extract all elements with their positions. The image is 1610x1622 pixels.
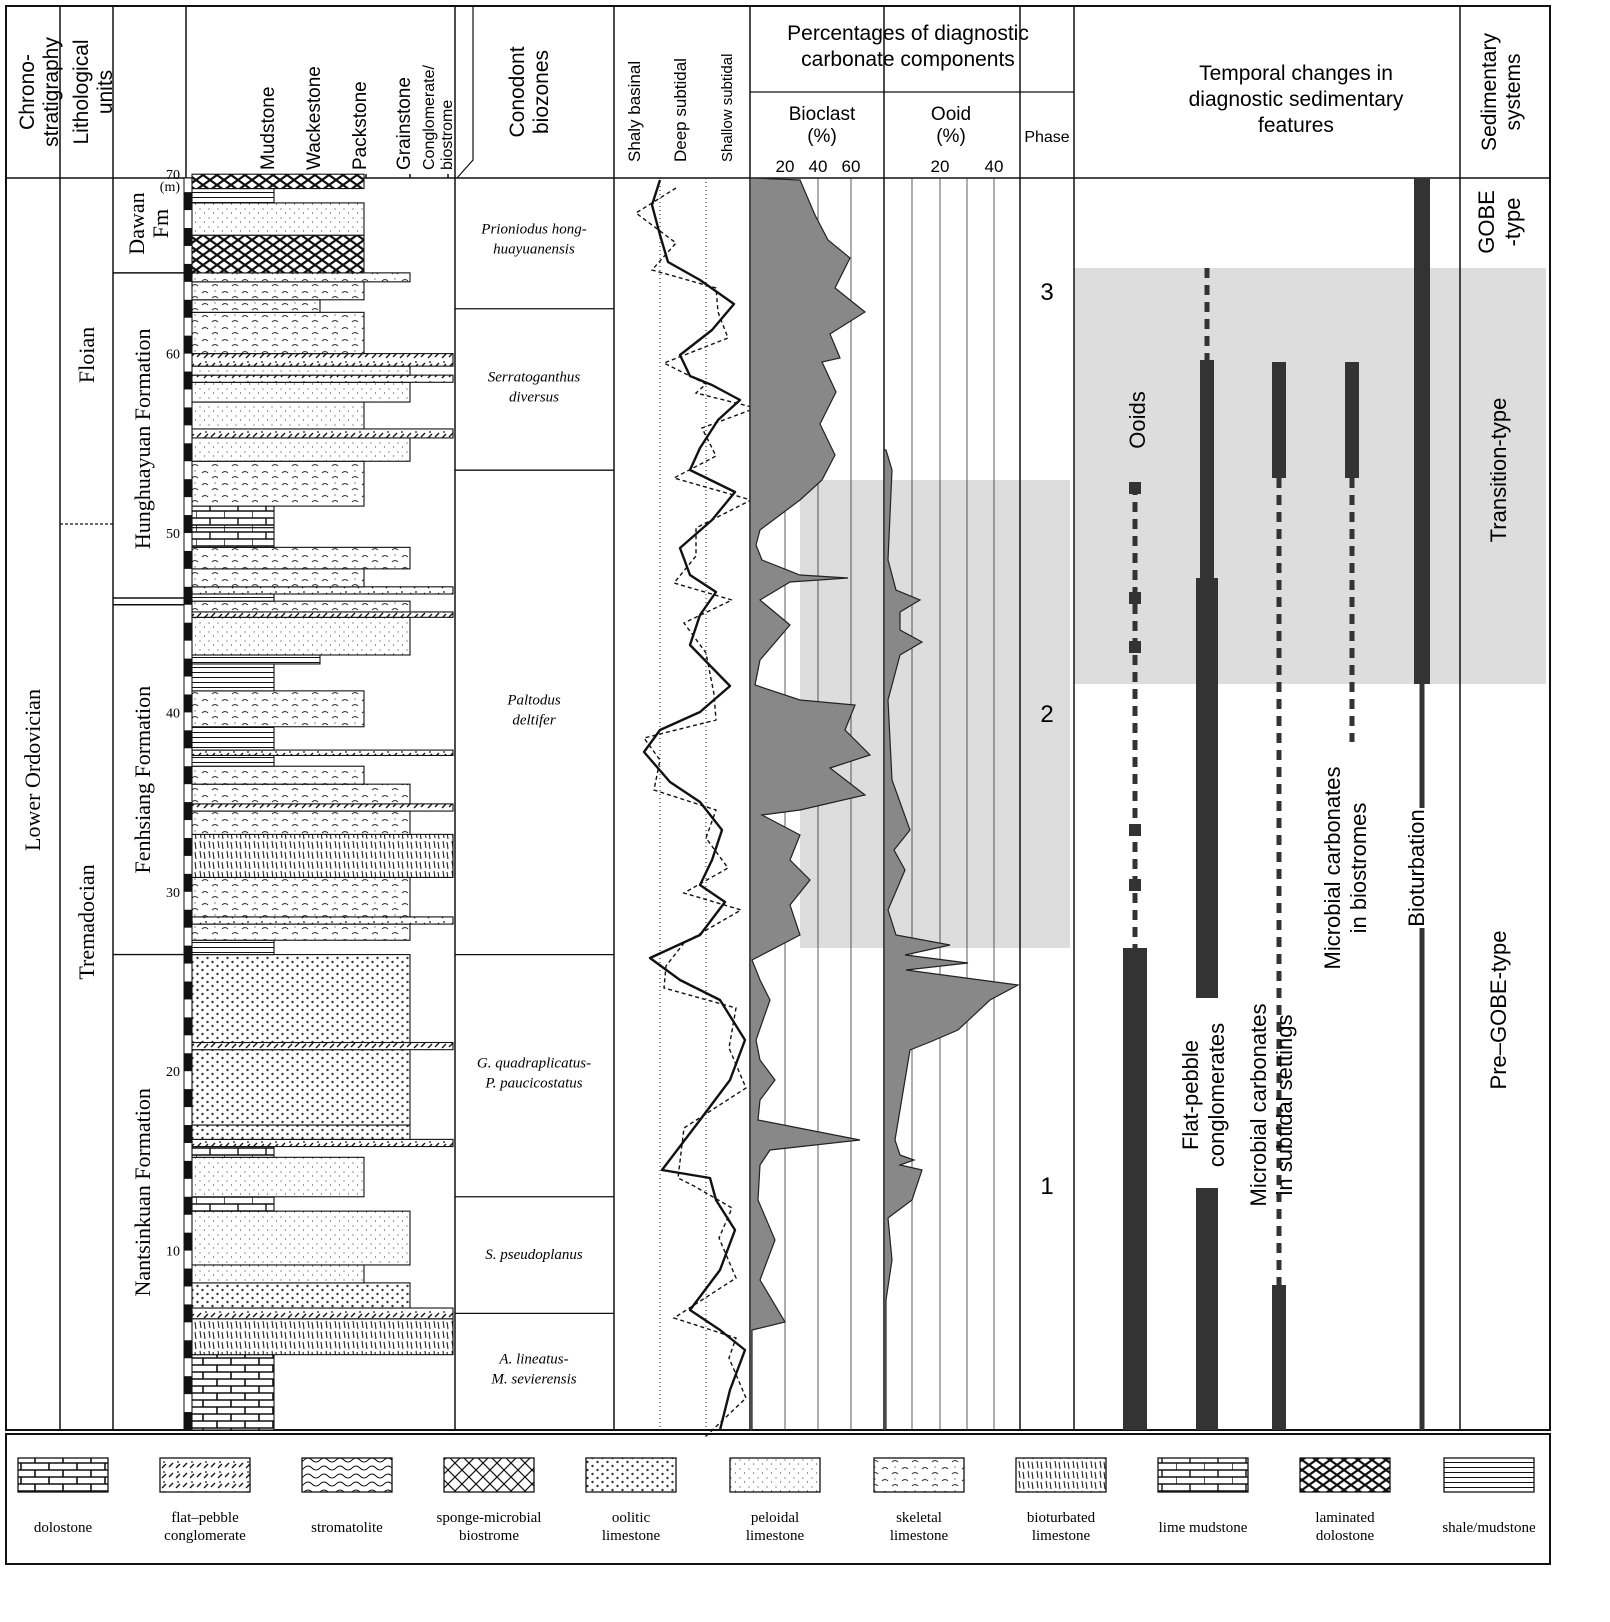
lithology-bed [192, 528, 274, 548]
legend-label: laminated dolostone [1315, 1510, 1375, 1544]
depth-scale-segment [184, 515, 192, 533]
lithology-bed [192, 1265, 364, 1283]
legend-label: stromatolite [311, 1520, 383, 1536]
texture-label: Conglomerate/biostrome [421, 65, 456, 170]
lithology-bed [192, 506, 274, 528]
env-label: Shallow subtidal [719, 53, 736, 162]
texture-label: Packstone [350, 81, 371, 170]
depth-scale-segment [184, 1233, 192, 1251]
legend-label: lime mudstone [1158, 1520, 1248, 1536]
depth-scale-segment [184, 802, 192, 820]
lithology-bed [192, 1283, 410, 1308]
texture-label: Wackestone [304, 66, 325, 170]
lithology-bed [192, 664, 274, 691]
flat-pebble-range-bar [1200, 360, 1214, 578]
lithology-bed [192, 235, 364, 273]
lithology-bed [192, 612, 453, 617]
depth-scale-segment [184, 264, 192, 282]
feature-label: Microbial carbonatesin subtidal settings [1246, 1003, 1297, 1207]
conodont-zone-name: S. pseudoplanus [485, 1247, 583, 1264]
environment-headers [625, 54, 736, 162]
lithology-bed [192, 203, 364, 235]
legend-swatch [160, 1458, 250, 1492]
raw-bathymetry-curve [636, 188, 756, 1438]
legend [18, 1458, 1536, 1544]
ooids-marker [1129, 482, 1141, 494]
lithology-bed [192, 750, 453, 755]
lithology-bed [192, 727, 274, 750]
lithology-bed [192, 877, 410, 916]
lithology-bed [192, 1050, 410, 1125]
formation-name: DawanFm [124, 192, 173, 255]
depth-scale-segment [184, 407, 192, 425]
depth-scale-segment [184, 910, 192, 928]
ooids-marker [1129, 641, 1141, 653]
bioclast-header: Bioclast (%) [788, 104, 856, 147]
legend-swatch [874, 1458, 964, 1492]
formation-name: Hunghuayuan Formation [130, 328, 155, 550]
phase-number: 1 [1040, 1173, 1054, 1200]
series-label: Lower Ordovician [20, 689, 45, 851]
legend-swatch [1016, 1458, 1106, 1492]
depth-scale-segment [184, 551, 192, 569]
depth-scale-segment [184, 1340, 192, 1358]
lithology-bed [192, 1157, 364, 1196]
feature-label: Ooids [1125, 391, 1150, 449]
lithology-bed [192, 375, 453, 382]
depth-scale-segment [184, 479, 192, 497]
lithology-bed [192, 1308, 453, 1319]
stage-tremadocian: Tremadocian [74, 864, 99, 980]
phase-number: 2 [1040, 701, 1054, 728]
formation-name: Fenhsiang Formation [130, 685, 155, 874]
ooid-header: Ooid (%) [930, 104, 972, 147]
conodont-header: Conodontbiozones [506, 46, 553, 138]
lithology-bed [192, 834, 453, 877]
bioclast-ticks [776, 157, 861, 176]
lithology-bed [192, 312, 364, 353]
texture-label: Grainstone [394, 77, 415, 170]
depth-tick-label: 40 [166, 706, 180, 722]
legend-swatch [1444, 1458, 1534, 1492]
depth-scale-segment [184, 623, 192, 641]
lithology-bed [192, 955, 410, 1043]
feature-label: Flat-pebbleconglomerates [1178, 1022, 1229, 1168]
lithology-bed [192, 354, 453, 367]
legend-swatch [18, 1458, 108, 1492]
lithology-bed [192, 755, 274, 766]
lithology-bed [192, 917, 453, 924]
depth-scale-segment [184, 659, 192, 677]
lithology-bed [192, 366, 410, 375]
ooid-tick: 40 [984, 157, 1004, 176]
depth-scale-segment [184, 730, 192, 748]
legend-swatch [302, 1458, 392, 1492]
ooids-marker [1129, 879, 1141, 891]
microbial-subtidal-range-bar [1272, 362, 1286, 478]
conodont-zone-name: Paltodus deltifer [507, 692, 561, 729]
phase-header: Phase [1024, 129, 1070, 146]
depth-scale-segment [184, 372, 192, 390]
phase-number: 3 [1040, 279, 1054, 306]
lithology-bed [192, 382, 410, 402]
flat-pebble-range-bar [1196, 578, 1218, 998]
legend-label: shale/mudstone [1442, 1520, 1536, 1536]
depth-scale-segment [184, 1376, 192, 1394]
bioturbation-range-bar [1414, 178, 1430, 684]
lithology-bed [192, 1319, 453, 1355]
legend-label: peloidal limestone [745, 1510, 805, 1544]
legend-swatch [444, 1458, 534, 1492]
sedimentary-header: Sedimentarysystems [1478, 33, 1525, 151]
lithology-bed [192, 587, 453, 594]
depth-tick-label: 70 (m) [159, 168, 180, 196]
depth-scale-segment [184, 228, 192, 246]
lithology-column [192, 174, 453, 1430]
depth-tick-label: 60 [166, 347, 180, 363]
lithology-bed [192, 1147, 274, 1158]
depth-scale-segment [184, 300, 192, 318]
lithology-bed [192, 273, 410, 282]
lithology-bed [192, 940, 274, 954]
depth-axis [160, 168, 192, 1430]
legend-swatch [586, 1458, 676, 1492]
legend-label: bioturbated limestone [1026, 1510, 1096, 1544]
lithology-bed [192, 811, 410, 834]
depth-tick-label: 20 [166, 1065, 180, 1081]
legend-label: sponge-microbial biostrome [436, 1510, 542, 1544]
ooids-marker [1129, 592, 1141, 604]
lithology-bed [192, 1139, 453, 1146]
conodont-zone-name: Serratoganthus diversus [487, 369, 581, 406]
depth-scale-segment [184, 766, 192, 784]
formation-name: Nantsinkuan Formation [130, 1088, 155, 1297]
depth-tick-label: 10 [166, 1244, 180, 1260]
percentages-header: Percentages of diagnostic carbonate components [787, 22, 1029, 71]
lithology-bed [192, 189, 274, 203]
bioclast-tick: 40 [808, 157, 828, 176]
legend-label: oolitic limestone [601, 1510, 661, 1544]
flat-pebble-range-bar [1196, 1188, 1218, 1430]
lithology-bed [192, 784, 410, 804]
depth-scale-segment [184, 1017, 192, 1035]
bioclast-tick: 20 [775, 157, 795, 176]
depth-scale-segment [184, 1304, 192, 1322]
depth-tick-label: 50 [166, 527, 180, 542]
bioturbation-range-thin [1420, 684, 1425, 1430]
depth-scale-segment [184, 1412, 192, 1430]
lithology-bed [192, 569, 364, 587]
smoothed-bathymetry-curve [644, 180, 745, 1430]
ooids-marker [1129, 824, 1141, 836]
depth-scale-segment [184, 982, 192, 1000]
env-label: Deep subtidal [671, 58, 690, 162]
feature-label: Bioturbation [1404, 809, 1429, 927]
depth-scale-segment [184, 1197, 192, 1215]
depth-scale-segment [184, 192, 192, 210]
depth-scale-segment [184, 443, 192, 461]
depth-scale-segment [184, 1125, 192, 1143]
lithology-bed [192, 429, 453, 438]
depth-tick-label: 30 [166, 885, 180, 901]
lithology-bed [192, 804, 453, 811]
lithology-bed [192, 766, 364, 784]
litho-units-header: Lithologicalunits [70, 39, 117, 145]
lithology-bed [192, 1197, 274, 1211]
lithology-bed [192, 617, 410, 655]
depth-scale-segment [184, 874, 192, 892]
chrono-header: Chrono-stratigraphy [16, 37, 63, 147]
lithology-bed [192, 594, 274, 601]
component-headers [789, 104, 1070, 147]
depth-scale-segment [184, 1161, 192, 1179]
lithology-bed [192, 655, 320, 664]
lithology-bed [192, 1355, 274, 1430]
ooids-range-bar [1123, 948, 1147, 1430]
depth-scale-segment [184, 1089, 192, 1107]
microbial-biostrome-range-bar [1345, 362, 1359, 478]
lithology-bed [192, 601, 410, 612]
depth-scale-segment [184, 336, 192, 354]
lithology-bed [192, 924, 410, 940]
texture-headers [258, 65, 456, 179]
depth-scale-segment [184, 838, 192, 856]
lithology-bed [192, 174, 364, 188]
lithology-bed [192, 1211, 410, 1265]
system-label: Pre–GOBE-type [1486, 930, 1511, 1090]
conodont-zone-name: Prioniodus hong-huayuanensis [481, 221, 587, 258]
lithology-bed [192, 300, 320, 313]
depth-scale-segment [184, 1053, 192, 1071]
feature-label: Microbial carbonatesin biostromes [1320, 766, 1371, 970]
stage-floian: Floian [74, 326, 99, 384]
lithology-bed [192, 402, 364, 429]
depth-scale-segment [184, 946, 192, 964]
conodont-zone-name: G. quadraplicatus-P. paucicostatus [476, 1055, 592, 1092]
env-label: Shaly basinal [625, 60, 644, 162]
texture-label: Mudstone [258, 86, 279, 170]
ooid-tick: 20 [930, 157, 950, 176]
lithology-bed [192, 282, 364, 300]
environment-curves [636, 178, 756, 1438]
legend-swatch [1300, 1458, 1390, 1492]
temporal-header: Temporal changes in diagnostic sedimentary features [1188, 62, 1404, 137]
microbial-subtidal-range-bar [1272, 1285, 1286, 1430]
lithology-bed [192, 461, 364, 506]
depth-scale-segment [184, 587, 192, 605]
ooid-ticks [931, 157, 1004, 176]
legend-label: flat–pebble conglomerate [164, 1510, 246, 1544]
lithology-bed [192, 1042, 453, 1049]
system-label: GOBE-type [1474, 190, 1525, 254]
legend-swatch [1158, 1458, 1248, 1492]
bioclast-tick: 60 [841, 157, 861, 176]
legend-swatch [730, 1458, 820, 1492]
legend-label: skeletal limestone [889, 1510, 949, 1544]
lithology-bed [192, 438, 410, 461]
system-label: Transition-type [1486, 397, 1511, 543]
lithology-bed [192, 1125, 410, 1139]
column-headers [16, 22, 1525, 151]
conodont-zone-name: A. lineatus-M. sevierensis [491, 1351, 577, 1388]
depth-scale-segment [184, 694, 192, 712]
lithology-bed [192, 691, 364, 727]
conodont-zones [455, 221, 614, 1387]
legend-label: dolostone [33, 1520, 93, 1536]
depth-scale-segment [184, 1269, 192, 1287]
lithology-bed [192, 547, 410, 569]
